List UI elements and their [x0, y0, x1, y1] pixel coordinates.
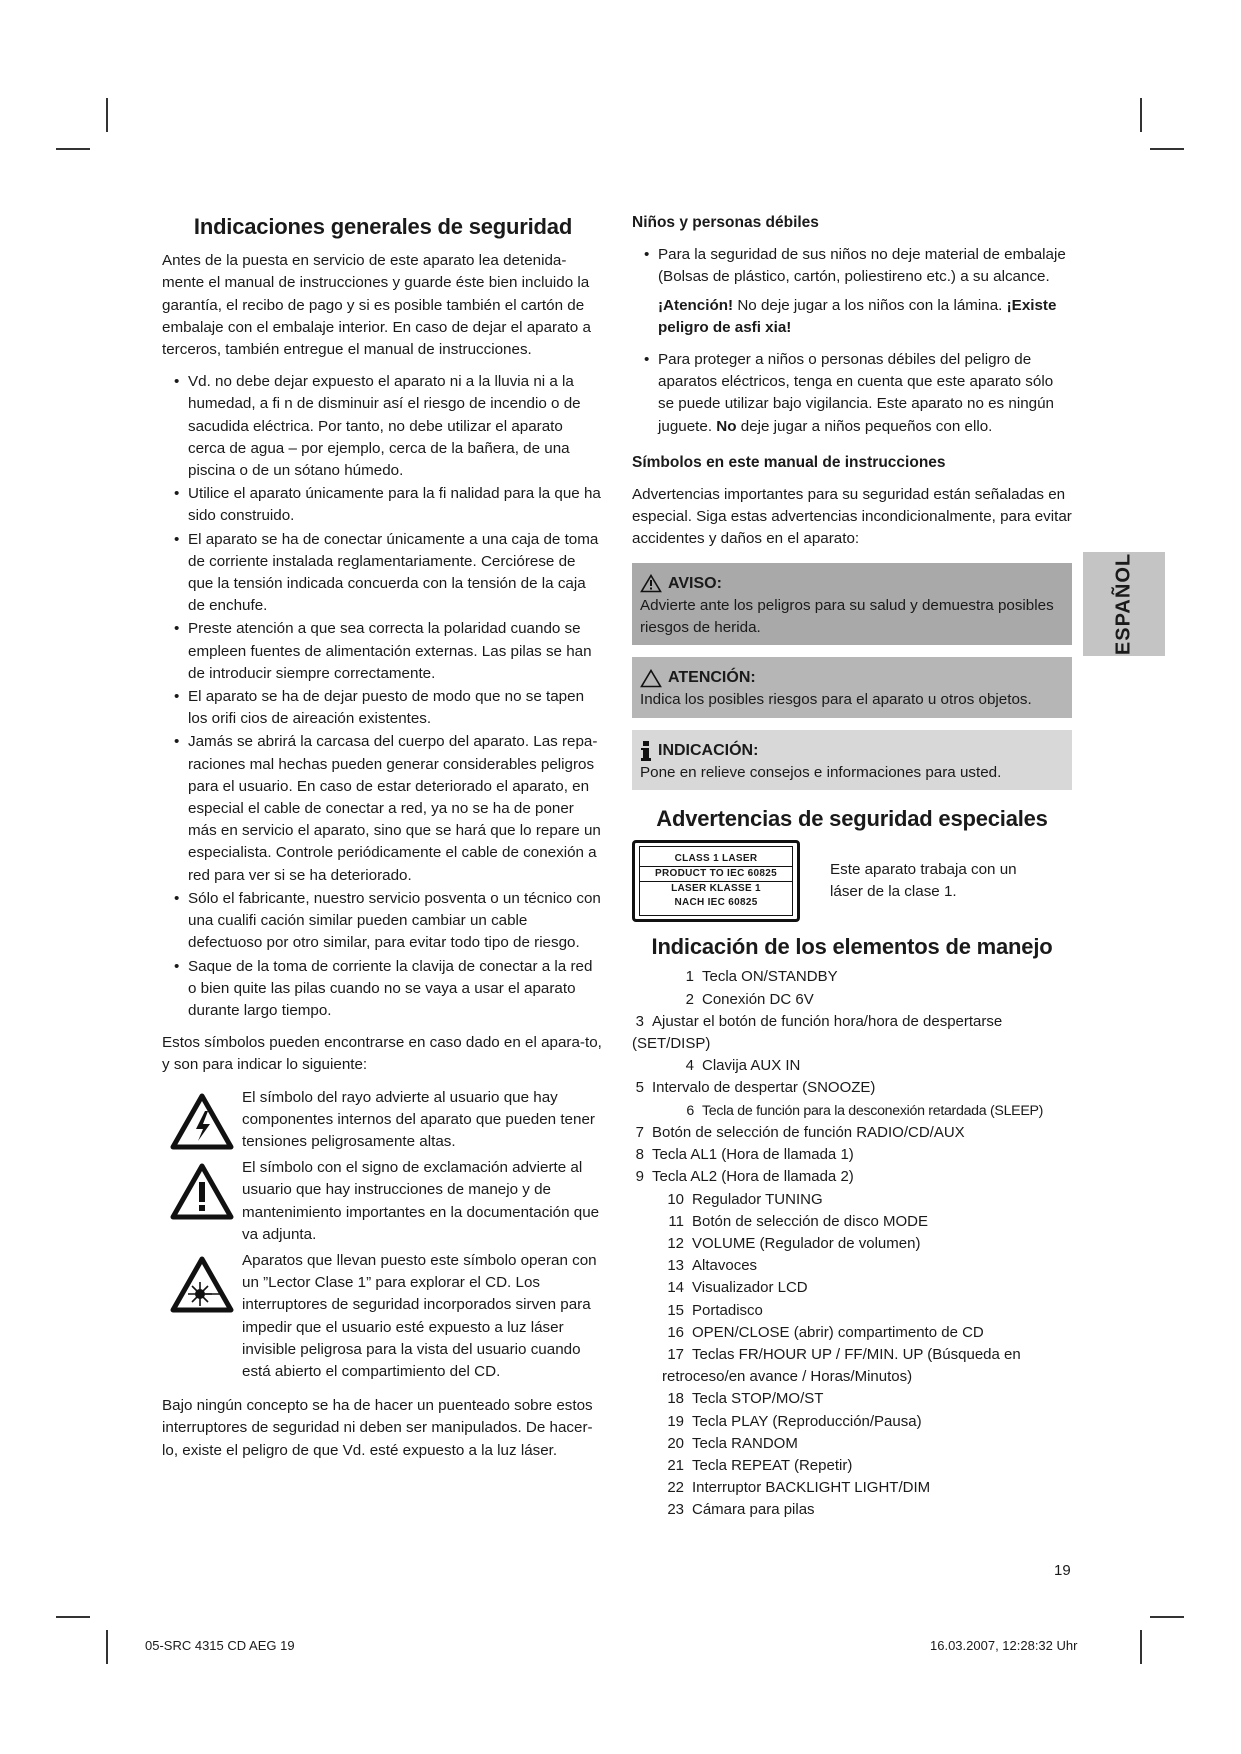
- symbol-text: El símbolo del rayo advierte al usuario que hay componentes internos del aparato que pueden tener tensiones peligrosamente altas.: [242, 1088, 595, 1150]
- list-item: 20 Tecla RANDOM: [667, 1434, 798, 1452]
- list-item: 8 Tecla AL1 (Hora de llamada 1): [635, 1146, 854, 1164]
- list-item: 19 Tecla PLAY (Reproducción/Pausa): [667, 1412, 922, 1430]
- aviso-box: [632, 563, 1072, 646]
- list-item: 12 VOLUME (Regulador de volumen): [667, 1234, 921, 1252]
- list-item: 16 OPEN/CLOSE (abrir) compartimento de CD: [667, 1323, 984, 1341]
- atencion-text: Indica los posibles riesgos para el aparato u otros objetos.: [640, 691, 1032, 709]
- list-item: 4 Clavija AUX IN: [685, 1057, 801, 1075]
- laser-label-line: PRODUCT TO IEC 60825: [640, 866, 792, 882]
- list-item: 21 Tecla REPEAT (Repetir): [667, 1456, 853, 1474]
- symbol-text: Aparatos que llevan puesto este símbolo operan con un ”Lector Clase 1” para explorar el CD. Los interruptores de seguridad incorporados sirven para impedir que el usuario esté expuesto a luz láser invisible peligrosa para la vista del usuario cuando está abierto el compartimiento del CD.: [242, 1251, 597, 1380]
- lightning-warning-icon: [170, 1093, 234, 1151]
- symbol-row: [162, 1157, 604, 1246]
- list-item: 14 Visualizador LCD: [667, 1279, 808, 1297]
- crop-mark: [1140, 1630, 1142, 1664]
- footer-left: 05-SRC 4315 CD AEG 19: [145, 1638, 295, 1653]
- controls-list: [632, 966, 1072, 1521]
- children-heading: Niños y personas débiles: [632, 214, 819, 231]
- crop-mark: [1140, 98, 1142, 132]
- list-item: • Sólo el fabricante, nuestro servicio posventa o un técnico con una cualifi cación similar pueden cambiar un cable defectuoso por otro similar, para evitar todo tipo de riesgo.: [162, 888, 604, 955]
- symbol-row: [162, 1087, 604, 1154]
- indicacion-title: INDICACIÓN:: [658, 741, 759, 759]
- list-item: 3 Ajustar el botón de función hora/hora de despertarse (SET/DISP): [632, 1012, 1003, 1053]
- list-item: • Jamás se abrirá la carcasa del cuerpo del aparato. Las repa-raciones mal hechas pueden generar considerables peligros para el usuario. En caso de estar deteriorado el aparato, en especial el cable de conectar a red, ya no se ha de poner más en servicio el aparato, sino que se hará que lo repare un especialista. Controle periódicamente el cable de conexión a red para ver si se ha deteriorado.: [162, 731, 604, 886]
- symbols-intro: Estos símbolos pueden encontrarse en caso dado en el apara-to, y son para indicar lo siguiente:: [162, 1034, 602, 1074]
- safety-intro: Antes de la puesta en servicio de este aparato lea detenida-mente el manual de instrucciones y guarde éste bien incluido la garantía, el recibo de pago y si es posible también el cartón de embalaje con el embalaje interior. En caso de dejar el aparato a terceros, también entregue el manual de instrucciones.: [162, 252, 591, 359]
- list-item: 17 Teclas FR/HOUR UP / FF/MIN. UP (Búsqueda en retroceso/en avance / Horas/Minutos): [662, 1345, 1021, 1386]
- laser-label-line: CLASS 1 LASER: [674, 853, 758, 865]
- info-icon: [640, 741, 652, 761]
- atencion-title: ATENCIÓN:: [668, 669, 756, 687]
- footer-right: 16.03.2007, 12:28:32 Uhr: [930, 1638, 1078, 1653]
- list-item: 15 Portadisco: [667, 1301, 763, 1319]
- left-column: [162, 212, 604, 1472]
- safety-bullets: [162, 371, 604, 1022]
- list-item: 11 Botón de selección de disco MODE: [668, 1212, 928, 1230]
- list-item: • Utilice el aparato únicamente para la fi nalidad para la que ha sido construido.: [162, 483, 604, 527]
- crop-mark: [56, 148, 90, 150]
- laser-class-label: [632, 840, 800, 922]
- list-item: 23 Cámara para pilas: [667, 1501, 815, 1519]
- symbol-row: [162, 1250, 604, 1383]
- symbol-text: El símbolo con el signo de exclamación advierte al usuario que hay instrucciones de manejo y de mantenimiento importantes en la documentación que va adjunta.: [242, 1159, 600, 1243]
- list-item: • Saque de la toma de corriente la clavija de conectar a la red o bien quite las pilas cuando no se vaya a usar el aparato durante largo tiempo.: [162, 956, 604, 1023]
- laser-label-line: NACH IEC 60825: [674, 897, 758, 909]
- crop-mark: [1150, 1616, 1184, 1618]
- laser-text: Este aparato trabaja con un láser de la clase 1.: [830, 861, 1017, 901]
- list-item: 9 Tecla AL2 (Hora de llamada 2): [635, 1168, 854, 1186]
- safety-title: Indicaciones generales de seguridad: [193, 214, 573, 239]
- symbols-text: Advertencias importantes para su seguridad están señaladas en especial. Siga estas advertencias incondicionalmente, para evitar accidentes y daños en el aparato:: [632, 486, 1072, 548]
- crop-mark: [56, 1616, 90, 1618]
- laser-label-line: LASER KLASSE 1: [671, 883, 761, 895]
- list-item: 1 Tecla ON/STANDBY: [685, 968, 838, 986]
- crop-mark: [106, 98, 108, 132]
- list-item: • El aparato se ha de dejar puesto de modo que no se tapen los orifi cios de aireación existentes.: [162, 686, 604, 730]
- list-item: 13 Altavoces: [667, 1257, 758, 1275]
- aviso-title: AVISO:: [668, 574, 722, 592]
- laser-section: [632, 840, 1072, 922]
- list-item: 18 Tecla STOP/MO/ST: [667, 1390, 824, 1408]
- language-tab-label: ESPAÑOL: [1112, 552, 1135, 656]
- indicacion-text: Pone en relieve consejos e informaciones para usted.: [640, 763, 1002, 781]
- symbols-heading: Símbolos en este manual de instrucciones: [632, 453, 946, 471]
- crop-mark: [1150, 148, 1184, 150]
- atencion-box: [632, 657, 1072, 717]
- right-column: [632, 212, 1072, 1522]
- attention-note: ¡Atención! No deje jugar a los niños con la lámina. ¡Existe peligro de asfi xia!: [658, 296, 1057, 336]
- special-title: Advertencias de seguridad especiales: [656, 806, 1048, 832]
- list-item: • Vd. no debe dejar expuesto el aparato ni a la lluvia ni a la humedad, a fi n de disminuir así el riesgo de incendio o de sacudida eléctrica. Por tanto, no debe utilizar el aparato cerca de agua – por ejemplo, cerca de la bañera, de una piscina o de un sótano húmedo.: [162, 371, 604, 482]
- list-item: 2 Conexión DC 6V: [685, 990, 814, 1008]
- list-item: • Para la seguridad de sus niños no deje material de embalaje (Bolsas de plástico, cartón, poliestireno etc.) a su alcance.: [632, 244, 1072, 288]
- list-item: • El aparato se ha de conectar únicamente a una caja de toma de corriente instalada reglamentariamente. Cerciórese de que la tensión indicada concuerda con la tensión de la caja de enchufe.: [162, 529, 604, 618]
- warning-triangle-icon: [640, 574, 662, 593]
- language-tab: [1083, 552, 1165, 656]
- list-item: • Para proteger a niños o personas débiles del peligro de aparatos eléctricos, tenga en cuenta que este aparato sólo se puede utilizar bajo vigilancia. Este aparato no es ningún juguete. No deje jugar a niños pequeños con ello.: [632, 349, 1072, 438]
- page-number: 19: [1054, 1562, 1071, 1579]
- exclamation-warning-icon: [170, 1163, 234, 1221]
- laser-warning-icon: [170, 1256, 234, 1314]
- list-item: 7 Botón de selección de función RADIO/CD/AUX: [635, 1123, 965, 1141]
- list-item: 5 Intervalo de despertar (SNOOZE): [635, 1079, 876, 1097]
- crop-mark: [106, 1630, 108, 1664]
- aviso-text: Advierte ante los peligros para su salud y demuestra posibles riesgos de herida.: [640, 596, 1054, 637]
- controls-title: Indicación de los elementos de manejo: [651, 934, 1053, 960]
- list-item: 10 Regulador TUNING: [667, 1190, 823, 1208]
- list-item: • Preste atención a que sea correcta la polaridad cuando se empleen fuentes de alimentación externas. Las pilas se han de introducir siempre correctamente.: [162, 618, 604, 685]
- list-item: 22 Interruptor BACKLIGHT LIGHT/DIM: [667, 1479, 931, 1497]
- closing-text: Bajo ningún concepto se ha de hacer un puenteado sobre estos interruptores de seguridad ni deben ser manipulados. De hacer-lo, existe el peligro de que Vd. esté expuesto a la luz láser.: [162, 1397, 593, 1459]
- indicacion-box: [632, 730, 1072, 790]
- caution-triangle-icon: [640, 669, 662, 688]
- list-item: 6 Tecla de función para la desconexión retardada (SLEEP): [686, 1102, 1044, 1119]
